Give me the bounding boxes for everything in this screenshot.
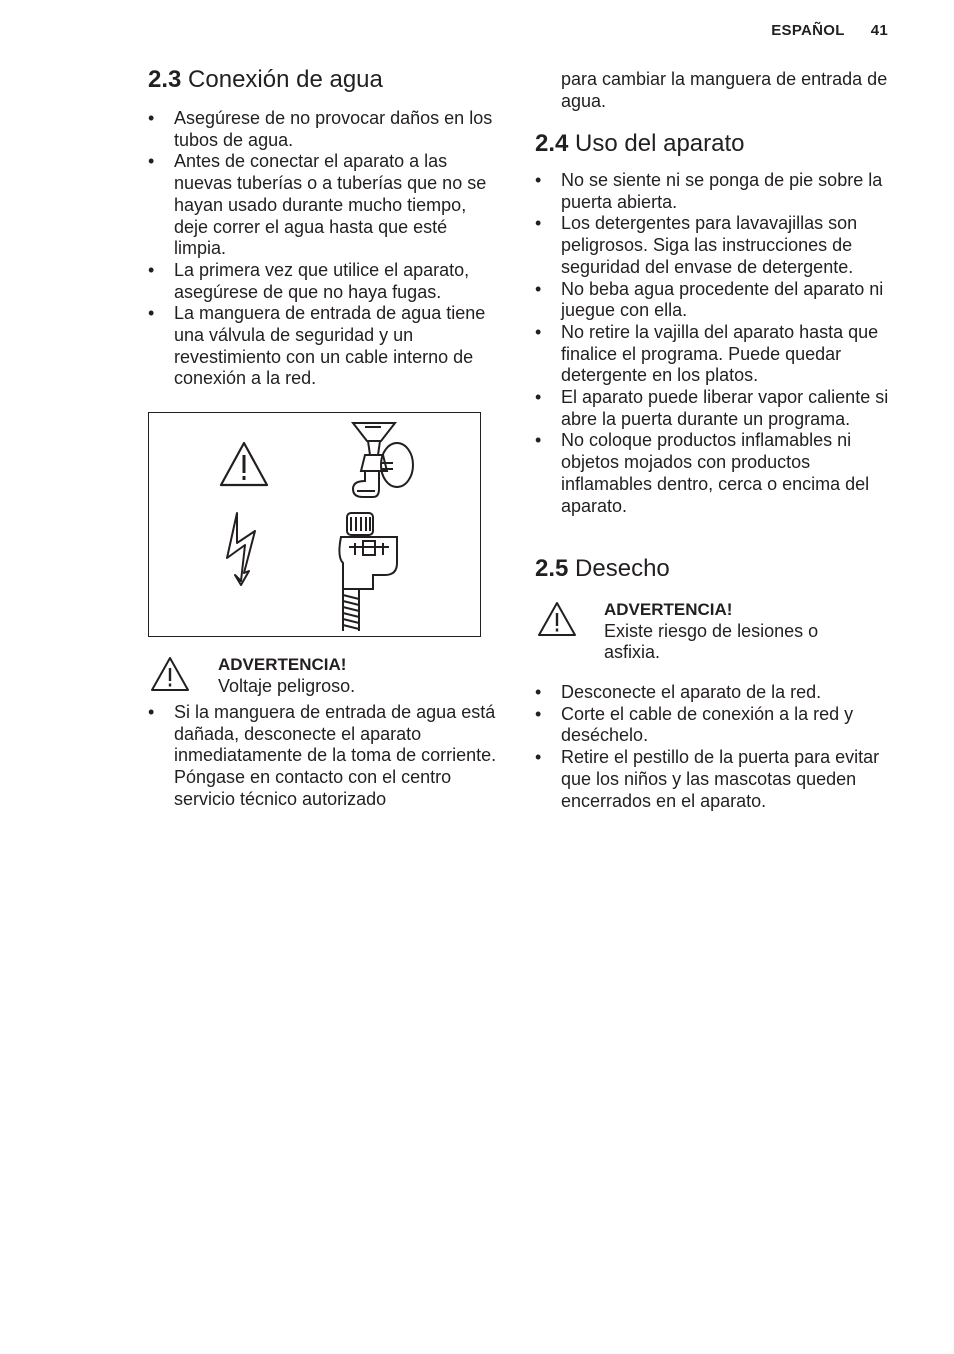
warning-title: ADVERTENCIA!: [218, 655, 347, 674]
warning-title: ADVERTENCIA!: [604, 600, 733, 619]
list-item: • Desconecte el aparato de la red.: [535, 682, 890, 704]
page-header: [771, 22, 888, 39]
list-item: • Antes de conectar el aparato a las nuevas tuberías o a tuberías que no se hayan usado durante mucho tiempo, deje correr el agua hasta que esté limpia.: [148, 151, 504, 260]
list-item: • No beba agua procedente del aparato ni juegue con ella.: [535, 279, 890, 322]
section-heading-2-4: 2.4 Uso del aparato: [535, 130, 745, 157]
section-2-4-list: [535, 170, 890, 517]
warning-triangle-icon: [221, 443, 267, 485]
list-item: • Los detergentes para lavavajillas son peligrosos. Siga las instrucciones de seguridad del envase de detergente.: [535, 213, 890, 278]
list-item: • La manguera de entrada de agua tiene una válvula de seguridad y un revestimiento con un cable interno de conexión a la red.: [148, 303, 504, 390]
section-2-5-list: [535, 682, 890, 812]
section-2-3-list: [148, 108, 504, 390]
warning-icon: [535, 599, 579, 639]
water-tap-icon: [353, 423, 413, 497]
warning-message: Voltaje peligroso.: [218, 675, 356, 696]
list-item: • No coloque productos inflamables ni objetos mojados con productos inflamables dentro, cerca o encima del aparato.: [535, 430, 890, 517]
hose-illustration: [149, 413, 480, 636]
hose-figure: [148, 412, 481, 637]
section-heading-2-5: 2.5 Desecho: [535, 555, 670, 582]
list-item: • No retire la vajilla del aparato hasta que finalice el programa. Puede quedar detergente en los platos.: [535, 322, 890, 387]
list-item: • Si la manguera de entrada de agua está dañada, desconecte el aparato inmediatamente de la toma de corriente. Póngase en contacto con el centro servicio técnico autorizado: [148, 702, 504, 811]
warning-icon: [148, 654, 192, 694]
voltage-warning: [148, 654, 504, 697]
list-item: • Corte el cable de conexión a la red y deséchelo.: [535, 704, 890, 747]
section-heading-2-3: 2.3 Conexión de agua: [148, 66, 383, 93]
warning-text: [604, 599, 854, 664]
warning-text: [218, 654, 355, 697]
list-item: • Asegúrese de no provocar daños en los tubos de agua.: [148, 108, 504, 151]
list-item: • La primera vez que utilice el aparato, asegúrese de que no haya fugas.: [148, 260, 504, 303]
section-2-3-list-after: [148, 702, 504, 811]
warning-message: Existe riesgo de lesiones o asfixia.: [604, 620, 819, 663]
inlet-hose-icon: [339, 513, 397, 631]
list-item: • Retire el pestillo de la puerta para evitar que los niños y las mascotas queden encerrados en el aparato.: [535, 747, 890, 812]
language-label: ESPAÑOL: [771, 22, 845, 39]
lightning-bolt-icon: [227, 513, 255, 585]
disposal-warning: [535, 599, 890, 664]
page-number: 41: [870, 22, 888, 39]
continuation-text: para cambiar la manguera de entrada de agua.: [561, 69, 888, 111]
list-item: • El aparato puede liberar vapor caliente si abre la puerta durante un programa.: [535, 387, 890, 430]
list-item: • No se siente ni se ponga de pie sobre la puerta abierta.: [535, 170, 890, 213]
